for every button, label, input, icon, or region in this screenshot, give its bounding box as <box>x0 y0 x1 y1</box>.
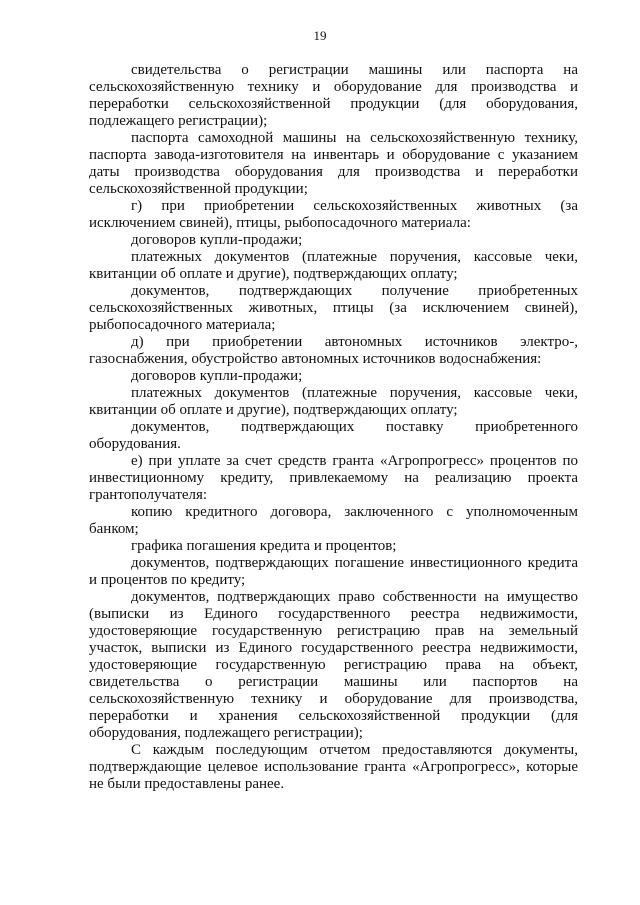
paragraph: графика погашения кредита и процентов; <box>131 538 397 554</box>
paragraph: д) при приобретении автономных источников электро-, газоснабжения, обустройство автономных источников водоснабжения: <box>89 334 578 367</box>
paragraph: С каждым последующим отчетом предоставляются документы, подтверждающие целевое использование гранта «Агропрогресс», которые не были предоставлены ранее. <box>89 742 578 792</box>
paragraph: платежных документов (платежные поручения, кассовые чеки, квитанции об оплате и другие), подтверждающих оплату; <box>89 249 578 282</box>
paragraph: договоров купли-продажи; <box>131 368 303 384</box>
document-body <box>89 62 578 793</box>
paragraph: платежных документов (платежные поручения, кассовые чеки, квитанции об оплате и другие), подтверждающих оплату; <box>89 385 578 418</box>
paragraph: документов, подтверждающих получение приобретенных сельскохозяйственных животных, птицы (за исключением свиней), рыбопосадочного материала; <box>89 283 578 333</box>
paragraph: копию кредитного договора, заключенного с уполномоченным банком; <box>89 504 578 537</box>
paragraph: свидетельства о регистрации машины или паспорта на сельскохозяйственную технику и оборудование для производства и переработки сельскохозяйственной продукции (для оборудования, подлежащего регистрации); <box>89 62 578 129</box>
paragraph: договоров купли-продажи; <box>131 232 303 248</box>
paragraph: паспорта самоходной машины на сельскохозяйственную технику, паспорта завода-изготовителя на инвентарь и оборудование с указанием даты производства оборудования для производства и переработки сельскохозяйственной продукции; <box>89 130 578 197</box>
paragraph: е) при уплате за счет средств гранта «Агропрогресс» процентов по инвестиционному кредиту, привлекаемому на реализацию проекта грантополучателя: <box>89 453 578 503</box>
paragraph: г) при приобретении сельскохозяйственных животных (за исключением свиней), птицы, рыбопосадочного материала: <box>89 198 578 231</box>
page-number: 19 <box>313 28 327 43</box>
paragraph: документов, подтверждающих погашение инвестиционного кредита и процентов по кредиту; <box>89 555 578 588</box>
paragraph: документов, подтверждающих право собственности на имущество (выписки из Единого государственного реестра недвижимости, удостоверяющие государственную регистрацию прав на земельный участок, выписки из Единого государственного реестра недвижимости, удостоверяющие государственную регистрацию права на объект, свидетельства о регистрации машины или паспортов на сельскохозяйственную технику и оборудование для производства, переработки и хранения сельскохозяйственной продукции (для оборудования, подлежащего регистрации); <box>89 589 578 741</box>
paragraph: документов, подтверждающих поставку приобретенного оборудования. <box>89 419 578 452</box>
